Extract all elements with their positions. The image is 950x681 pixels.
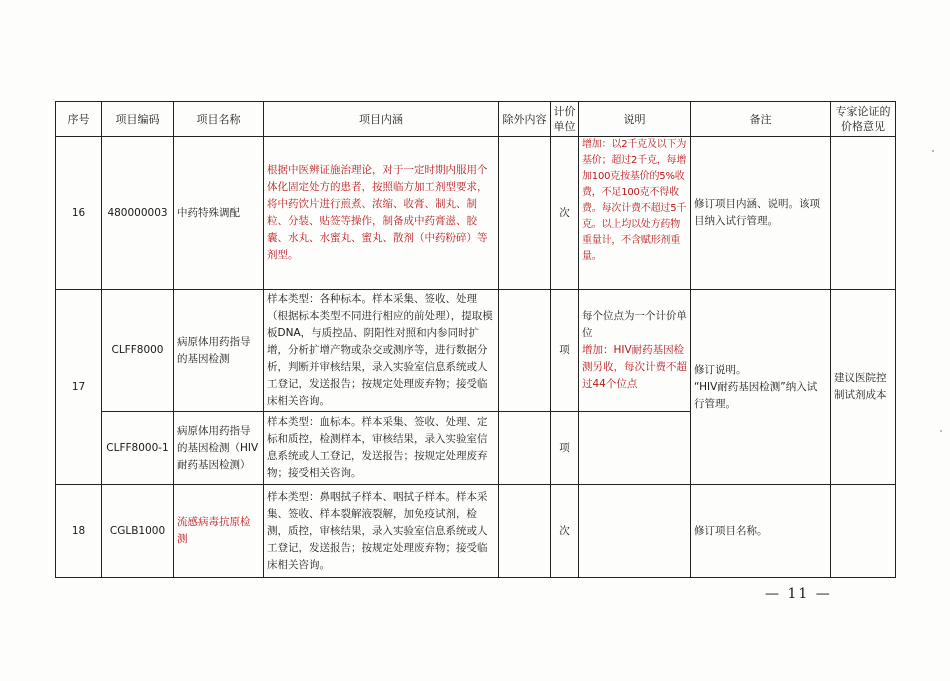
header-seq: 序号 (56, 102, 102, 137)
table-row (56, 485, 896, 578)
remark-cell: 修订项目内涵、说明。该项目纳入试行管理。 (691, 137, 831, 290)
table-header-row (56, 102, 896, 137)
header-note: 说明 (579, 102, 691, 137)
remark-line1: 修订说明。 (694, 363, 747, 376)
name-cell: 病原体用药指导的基因检测 (174, 290, 264, 412)
excluded-cell (499, 485, 551, 578)
unit-cell: 项 (551, 412, 579, 485)
code-cell: 480000003 (102, 137, 174, 290)
expert-cell (831, 485, 896, 578)
note-cell (579, 290, 691, 412)
unit-cell: 次 (551, 137, 579, 290)
table-row (56, 290, 896, 412)
table-row (56, 137, 896, 290)
excluded-cell (499, 412, 551, 485)
header-expert: 专家论证的价格意见 (831, 102, 896, 137)
code-cell: CLFF8000-1 (102, 412, 174, 485)
code-cell: CGLB1000 (102, 485, 174, 578)
expert-cell (831, 137, 896, 290)
header-name: 项目名称 (174, 102, 264, 137)
name-cell: 病原体用药指导的基因检测（HIV耐药基因检测） (174, 412, 264, 485)
header-content: 项目内涵 (264, 102, 499, 137)
seq-cell: 18 (56, 485, 102, 578)
name-cell: 中药特殊调配 (174, 137, 264, 290)
unit-cell: 次 (551, 485, 579, 578)
content-cell: 根据中医辨证施治理论，对于一定时期内服用个体化固定处方的患者，按照临方加工剂型要求，将中药饮片进行煎煮、浓缩、收膏、制丸、制粒、分装、贴签等操作，制备成中药膏滋、胶囊、水丸、水蜜丸、蜜丸、散剂（中药粉碎）等剂型。 (264, 137, 499, 290)
content-cell: 样本类型：鼻咽拭子样本、咽拭子样本。样本采集、签收、样本裂解液裂解，加免疫试剂，检测，质控，审核结果，录入实验室信息系统或人工登记，发送报告；按规定处理废弃物；接受临床相关咨询。 (264, 485, 499, 578)
header-unit: 计价单位 (551, 102, 579, 137)
excluded-cell (499, 137, 551, 290)
remark-line2: “HIV耐药基因检测”纳入试行管理。 (694, 380, 818, 410)
pricing-table (55, 101, 896, 578)
content-cell: 样本类型：血标本。样本采集、签收、处理、定标和质控，检测样本，审核结果，录入实验室信息系统或人工登记，发送报告；按规定处理废弃物；接受相关咨询。 (264, 412, 499, 485)
name-cell: 流感病毒抗原检测 (174, 485, 264, 578)
remark-cell: 修订项目名称。 (691, 485, 831, 578)
note-added: 增加：HIV耐药基因检测另收，每次计费不超过44个位点 (582, 344, 687, 390)
header-remark: 备注 (691, 102, 831, 137)
remark-cell (691, 290, 831, 485)
scan-speck (940, 430, 942, 432)
seq-cell: 17 (56, 290, 102, 485)
seq-cell: 16 (56, 137, 102, 290)
header-excluded: 除外内容 (499, 102, 551, 137)
note-cell (579, 412, 691, 485)
expert-cell: 建议医院控制试剂成本 (831, 290, 896, 485)
page-number: — 11 — (765, 586, 832, 602)
unit-cell: 项 (551, 290, 579, 412)
note-cell: 增加：以2千克及以下为基价；超过2千克，每增加100克按基价的5%收费，不足100克不得收费。每次计费不超过5千克。以上均以处方药物重量计，不含赋形剂重量。 (579, 137, 691, 290)
excluded-cell (499, 290, 551, 412)
code-cell: CLFF8000 (102, 290, 174, 412)
note-cell (579, 485, 691, 578)
note-plain: 每个位点为一个计价单位 (582, 310, 687, 339)
content-cell: 样本类型：各种标本。样本采集、签收、处理（根据标本类型不同进行相应的前处理），提取模板DNA，与质控品、阴阳性对照和内参同时扩增，分析扩增产物或杂交或测序等，进行数据分析，判断并审核结果，录入实验室信息系统或人工登记，发送报告；按规定处理废弃物；接受临床相关咨询。 (264, 290, 499, 412)
scan-speck (932, 150, 934, 152)
header-code: 项目编码 (102, 102, 174, 137)
